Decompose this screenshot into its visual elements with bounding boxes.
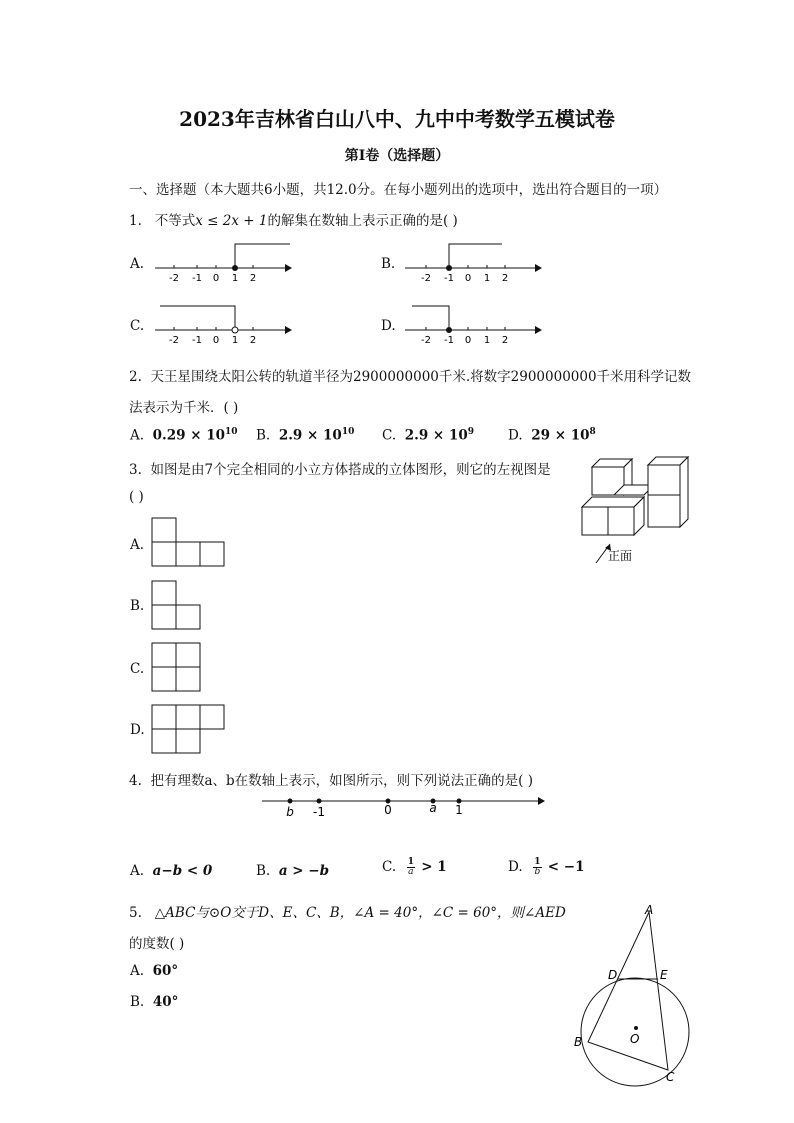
- q1-option-a-label: A.: [130, 256, 145, 272]
- tick-label: -2: [421, 335, 431, 346]
- q5-option-b[interactable]: B. 40°: [130, 994, 179, 1010]
- page-title: 2023年吉林省白山八中、九中中考数学五模试卷: [179, 107, 615, 131]
- question-3-stem-line1: 3. 如图是由7个完全相同的小立方体搭成的立体图形，则它的左视图是: [129, 462, 551, 478]
- q1-option-d-label: D.: [381, 318, 396, 334]
- q5-geometry-figure: [568, 898, 698, 1088]
- fraction: $\frac{1}{a}$: [407, 857, 414, 877]
- question-number: 3.: [129, 462, 142, 478]
- label-D: D: [608, 968, 618, 982]
- q3-option-a-label: A.: [130, 537, 145, 553]
- q2-option-b[interactable]: B. $2.9 \times 10^{10}$: [256, 427, 355, 444]
- tick-label: -1: [192, 273, 202, 284]
- label-zero: 0: [384, 803, 392, 817]
- tick-label: 2: [249, 273, 257, 284]
- q4-option-c[interactable]: C. $\frac{1}{a}$ > 1: [382, 857, 447, 877]
- label-C: C: [666, 1070, 675, 1084]
- q1-option-b-numberline[interactable]: [400, 238, 550, 286]
- question-5-stem-line1: 5. △ABC与⊙O交于D、E、C、B，∠A = 40°，∠C = 60°，则∠AED: [129, 905, 566, 921]
- tick-label: 0: [464, 273, 472, 284]
- q3-option-c-label: C.: [130, 661, 145, 677]
- tick-label: 0: [212, 335, 220, 346]
- tick-label: 2: [249, 335, 257, 346]
- q5-option-a[interactable]: A. 60°: [130, 963, 179, 979]
- tick-label: 0: [212, 273, 220, 284]
- q3-cube-figure: [578, 455, 693, 567]
- q2-option-a[interactable]: A. $0.29 \times 10^{10}$: [130, 427, 238, 444]
- point-b: [288, 799, 293, 804]
- q4-option-a[interactable]: A. a−b < 0: [130, 863, 213, 879]
- q4-numberline: [258, 792, 548, 822]
- tick-label: -2: [421, 273, 431, 284]
- question-5-stem-line2: 的度数( ): [129, 936, 185, 952]
- front-view-label: 正面: [608, 549, 633, 563]
- section-heading: 一、选择题（本大题共6小题，共12.0分。在每小题列出的选项中，选出符合题目的一项）: [129, 182, 668, 198]
- tick-label: 2: [501, 335, 509, 346]
- tick-label: 1: [231, 335, 239, 346]
- q3-option-d-view[interactable]: [151, 704, 227, 754]
- question-4-stem: 4. 把有理数a、b在数轴上表示，如图所示，则下列说法正确的是( ): [129, 773, 533, 789]
- tick-label: -2: [169, 335, 179, 346]
- tick-label: 1: [483, 335, 491, 346]
- q1-option-d-numberline[interactable]: [400, 300, 550, 348]
- question-2-stem-line1: 2. 天王星围绕太阳公转的轨道半径为2900000000千米.将数字2900000000千米用科学记数: [129, 369, 692, 385]
- question-number: 2.: [129, 369, 142, 385]
- q1-option-a-numberline[interactable]: [150, 238, 300, 286]
- question-number: 5.: [129, 905, 142, 921]
- inequality: x ≤ 2x + 1: [195, 213, 268, 229]
- fraction: $\frac{1}{b}$: [534, 857, 541, 877]
- q3-option-d-label: D.: [130, 722, 145, 738]
- q4-option-d[interactable]: D. $\frac{1}{b}$ < −1: [508, 857, 585, 877]
- label-E: E: [660, 968, 668, 982]
- q2-option-d[interactable]: D. $29 \times 10^8$: [508, 427, 596, 444]
- tick-label: -1: [444, 273, 454, 284]
- label-B: B: [574, 1035, 583, 1049]
- point-minus-one: [317, 799, 322, 804]
- question-3-stem-line2: ( ): [129, 489, 144, 505]
- label-O: O: [630, 1032, 640, 1046]
- tick-label: 0: [464, 335, 472, 346]
- part-title: 第I卷（选择题）: [344, 148, 450, 164]
- tick-label: -1: [444, 335, 454, 346]
- label-a: a: [429, 801, 437, 815]
- label-b: b: [286, 805, 294, 819]
- q1-option-c-label: C.: [130, 318, 145, 334]
- q3-option-b-label: B.: [130, 598, 145, 614]
- label-A: A: [645, 903, 654, 917]
- question-2-stem-line2: 法表示为千米．( ): [129, 400, 239, 416]
- q3-option-a-view[interactable]: [151, 517, 227, 567]
- q2-option-c[interactable]: C. $2.9 \times 10^9$: [382, 427, 474, 444]
- tick-label: 1: [483, 273, 491, 284]
- q3-option-b-view[interactable]: [151, 580, 203, 630]
- tick-label: 2: [501, 273, 509, 284]
- q1-option-c-numberline[interactable]: [150, 300, 300, 348]
- question-1-stem: 1. 不等式x ≤ 2x + 1的解集在数轴上表示正确的是( ): [129, 213, 458, 229]
- tick-label: -1: [192, 335, 202, 346]
- q4-option-b[interactable]: B. a > −b: [256, 863, 330, 879]
- question-number: 1.: [129, 213, 142, 229]
- q1-option-b-label: B.: [381, 256, 396, 272]
- q3-option-c-view[interactable]: [151, 642, 203, 692]
- tick-label: -2: [169, 273, 179, 284]
- question-number: 4.: [129, 773, 142, 789]
- label-one: 1: [455, 803, 463, 817]
- label-minus-one: -1: [313, 805, 325, 819]
- tick-label: 1: [231, 273, 239, 284]
